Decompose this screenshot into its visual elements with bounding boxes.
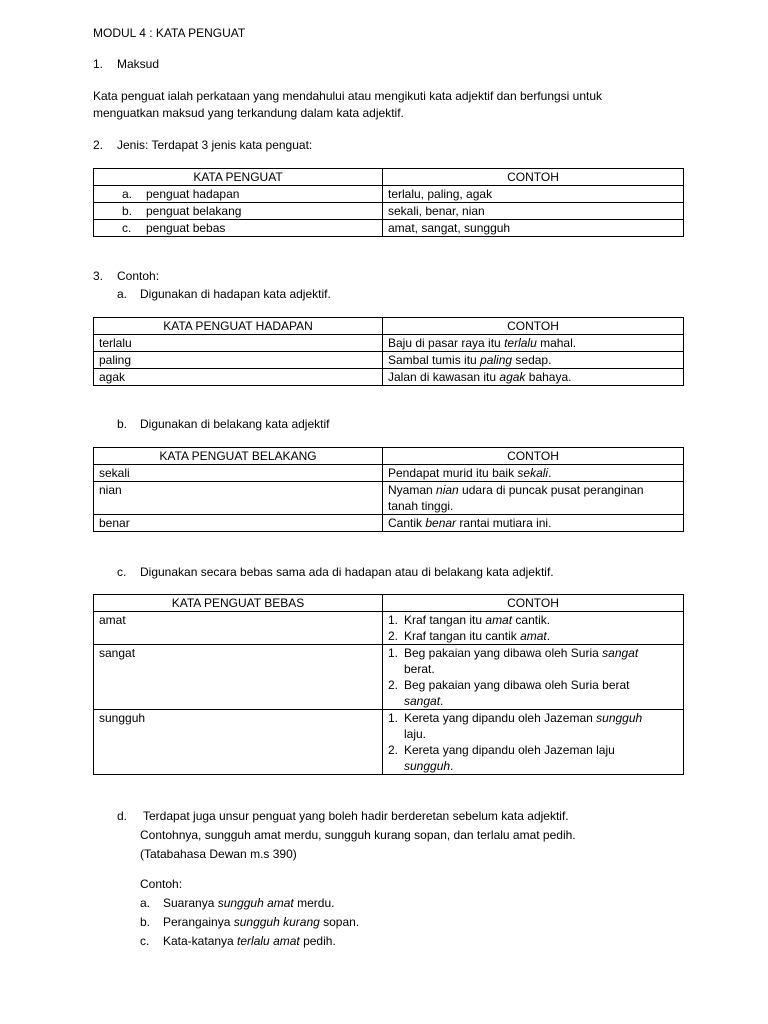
list-item (140, 895, 334, 911)
belakang-table (93, 447, 684, 532)
emphasized-word: agak (499, 370, 526, 384)
example-number: 1. (388, 613, 399, 627)
table-cell: agak (94, 369, 383, 386)
list-item (140, 914, 359, 930)
table-header-row (94, 595, 684, 612)
table-cell (383, 645, 684, 710)
section-1-heading (93, 56, 159, 72)
example-text: laju. (404, 727, 427, 741)
example-text: berat. (404, 662, 435, 676)
table-cell: sekali (94, 465, 383, 482)
table-header-cell: CONTOH (383, 448, 684, 465)
section-2-heading (93, 137, 312, 153)
example-text: mahal. (536, 336, 577, 350)
subsection-a-mark: a. (117, 287, 128, 301)
table-row (94, 220, 684, 237)
table-cell: sangat (94, 645, 383, 710)
example-text: Kereta yang dipandu oleh Jazeman laju (404, 743, 615, 757)
table-header-cell: CONTOH (383, 169, 684, 186)
section-1-number: 1. (93, 57, 104, 71)
example-text: Cantik (388, 516, 426, 530)
example-text: tanah tinggi. (388, 499, 454, 513)
document-title: MODUL 4 : KATA PENGUAT (93, 26, 246, 40)
section-1-title: Maksud (117, 57, 160, 71)
jenis-table (93, 168, 684, 237)
example-number: 2. (388, 629, 399, 643)
table-header-cell: CONTOH (383, 595, 684, 612)
example-continuation (388, 693, 678, 709)
list-marker: b. (140, 915, 151, 929)
example-text: Kereta yang dipandu oleh Jazeman (404, 711, 597, 725)
example-text: Kata-katanya (163, 934, 238, 948)
subsection-d-line-1: Terdapat juga unsur penguat yang boleh hadir berderetan sebelum kata adjektif. (143, 809, 569, 823)
example-text: Perangainya (163, 915, 234, 929)
emphasized-word: amat (485, 613, 513, 627)
example-text: Suaranya (163, 896, 218, 910)
table-cell: nian (94, 482, 383, 515)
example-text: Kraf tangan itu (404, 613, 486, 627)
table-row (94, 515, 684, 532)
emphasized-word: nian (436, 483, 459, 497)
emphasized-word: sangat (602, 646, 639, 660)
table-header-row (94, 448, 684, 465)
table-cell: terlalu, paling, agak (383, 186, 684, 203)
example-text: sedap. (512, 353, 552, 367)
bebas-table (93, 594, 684, 775)
list-marker: a. (140, 896, 151, 910)
definition-line-2: menguatkan maksud yang terkandung dalam kata adjektif. (93, 106, 404, 120)
emphasized-word: sangat (404, 694, 441, 708)
numbered-example (388, 645, 678, 661)
table-cell (383, 612, 684, 645)
numbered-example (388, 628, 678, 644)
subsection-d (117, 808, 569, 824)
numbered-example (388, 677, 678, 693)
example-text: . (548, 466, 552, 480)
table-cell (94, 203, 383, 220)
example-text: cantik. (512, 613, 551, 627)
emphasized-word: benar (425, 516, 457, 530)
table-header-cell: KATA PENGUAT (94, 169, 383, 186)
definition-line-1: Kata penguat ialah perkataan yang mendahului atau mengikuti kata adjektif dan berfungsi untuk (93, 89, 603, 103)
contoh-label: Contoh: (140, 877, 183, 891)
table-cell: amat, sangat, sungguh (383, 220, 684, 237)
section-2-number: 2. (93, 138, 104, 152)
numbered-example (388, 612, 678, 628)
section-3-title: Contoh: (117, 269, 160, 283)
table-header-cell: CONTOH (383, 318, 684, 335)
example-text: udara di puncak pusat peranginan (458, 483, 644, 497)
subsection-a (117, 286, 331, 302)
list-item (140, 933, 336, 949)
example-text: Sambal tumis itu (388, 353, 481, 367)
hadapan-table (93, 317, 684, 386)
section-2-title: Jenis: Terdapat 3 jenis kata penguat: (117, 138, 313, 152)
list-marker: b. (122, 204, 133, 218)
emphasized-word: terlalu amat (237, 934, 300, 948)
numbered-example (388, 742, 678, 758)
table-row (94, 710, 684, 775)
emphasized-word: sungguh amat (217, 896, 294, 910)
example-text: . (546, 629, 551, 643)
subsection-d-reference: (Tatabahasa Dewan m.s 390) (140, 847, 297, 861)
table-cell (383, 352, 684, 369)
table-row (94, 335, 684, 352)
table-cell (383, 465, 684, 482)
emphasized-word: terlalu (504, 336, 537, 350)
table-header-cell: KATA PENGUAT BEBAS (94, 595, 383, 612)
example-text: . (450, 759, 454, 773)
subsection-a-text: Digunakan di hadapan kata adjektif. (140, 287, 331, 301)
table-cell (383, 369, 684, 386)
table-cell (383, 335, 684, 352)
table-cell: paling (94, 352, 383, 369)
example-text: rantai mutiara ini. (456, 516, 552, 530)
list-marker: a. (122, 187, 133, 201)
subsection-d-mark: d. (117, 809, 128, 823)
table-row (94, 465, 684, 482)
example-text: merdu. (293, 896, 335, 910)
table-cell (383, 710, 684, 775)
table-cell: benar (94, 515, 383, 532)
emphasized-word: sungguh (404, 759, 451, 773)
table-cell (94, 220, 383, 237)
example-number: 1. (388, 646, 399, 660)
list-marker: c. (122, 221, 132, 235)
penguat-type: penguat hadapan (146, 187, 240, 201)
example-text: Beg pakaian yang dibawa oleh Suria berat (404, 678, 630, 692)
table-row (94, 482, 684, 515)
subsection-b-text: Digunakan di belakang kata adjektif (140, 417, 330, 431)
subsection-c-mark: c. (117, 565, 127, 579)
table-header-row (94, 169, 684, 186)
example-text: Kraf tangan itu cantik (404, 629, 521, 643)
numbered-example (388, 710, 678, 726)
table-row (94, 186, 684, 203)
table-cell (383, 482, 684, 515)
example-number: 2. (388, 743, 399, 757)
table-cell: sekali, benar, nian (383, 203, 684, 220)
emphasized-word: sungguh (596, 711, 643, 725)
example-continuation (388, 758, 678, 774)
section-3-heading (93, 268, 159, 284)
list-marker: c. (140, 934, 150, 948)
table-row (94, 203, 684, 220)
example-text: Pendapat murid itu baik (388, 466, 518, 480)
subsection-d-line-2: Contohnya, sungguh amat merdu, sungguh kurang sopan, dan terlalu amat pedih. (140, 828, 576, 842)
emphasized-word: sungguh kurang (233, 915, 320, 929)
table-header-cell: KATA PENGUAT BELAKANG (94, 448, 383, 465)
subsection-c (117, 564, 554, 580)
table-header-row (94, 318, 684, 335)
example-text: Nyaman (388, 483, 437, 497)
example-text: Baju di pasar raya itu (388, 336, 505, 350)
table-cell: amat (94, 612, 383, 645)
example-number: 2. (388, 678, 399, 692)
table-row (94, 352, 684, 369)
table-row (94, 612, 684, 645)
example-text: pedih. (299, 934, 336, 948)
table-cell (383, 515, 684, 532)
example-text: Jalan di kawasan itu (388, 370, 500, 384)
table-cell: terlalu (94, 335, 383, 352)
emphasized-word: sekali (517, 466, 549, 480)
penguat-type: penguat bebas (146, 221, 226, 235)
example-number: 1. (388, 711, 399, 725)
table-row (94, 369, 684, 386)
example-text: bahaya. (525, 370, 572, 384)
example-text: Beg pakaian yang dibawa oleh Suria (404, 646, 603, 660)
table-cell (94, 186, 383, 203)
subsection-b (117, 416, 329, 432)
emphasized-word: amat (520, 629, 547, 643)
example-text: sopan. (319, 915, 360, 929)
table-row (94, 645, 684, 710)
example-text: . (440, 694, 444, 708)
table-cell: sungguh (94, 710, 383, 775)
table-header-cell: KATA PENGUAT HADAPAN (94, 318, 383, 335)
subsection-b-mark: b. (117, 417, 128, 431)
penguat-type: penguat belakang (146, 204, 242, 218)
subsection-c-text: Digunakan secara bebas sama ada di hadapan atau di belakang kata adjektif. (140, 565, 554, 579)
emphasized-word: paling (480, 353, 513, 367)
section-3-number: 3. (93, 269, 104, 283)
